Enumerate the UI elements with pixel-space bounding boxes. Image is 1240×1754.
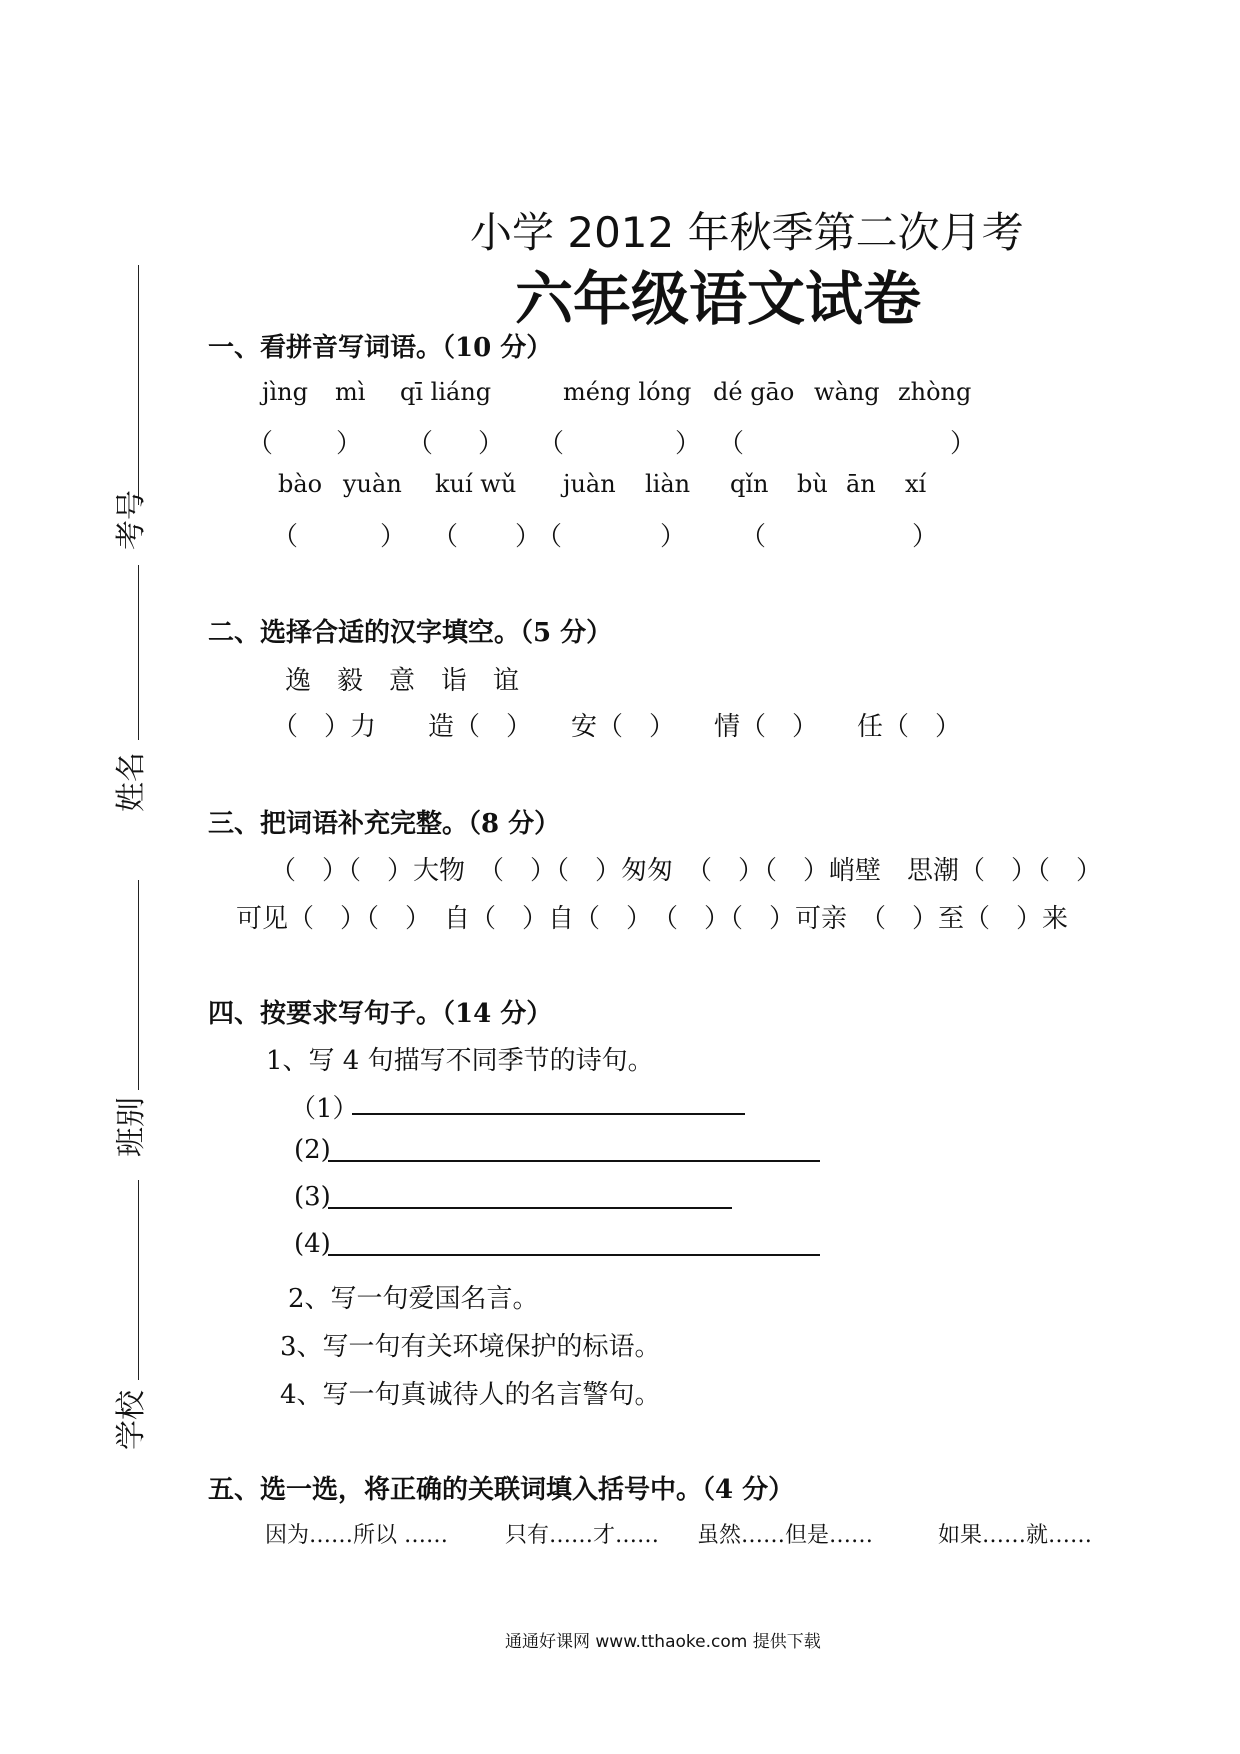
question-4-3: 3、写一句有关环境保护的标语。 bbox=[280, 1332, 661, 1362]
pinyin: dé gāo bbox=[713, 378, 795, 406]
close-paren: ） bbox=[912, 522, 939, 552]
blank-label-2: (2) bbox=[294, 1135, 331, 1165]
margin-line-school bbox=[138, 1180, 139, 1380]
answer-line-3[interactable] bbox=[328, 1207, 732, 1209]
close-paren: ） bbox=[660, 522, 687, 552]
close-paren: ） bbox=[515, 522, 542, 552]
fill-in-items: （ ）力 造（ ） 安（ ） 情（ ） 任（ ） bbox=[272, 712, 962, 742]
margin-label-exam-no: 考号 bbox=[114, 490, 149, 550]
section-4-heading: 四、按要求写句子。（14 分） bbox=[208, 999, 553, 1029]
question-4-2: 2、写一句爱国名言。 bbox=[288, 1284, 539, 1314]
pinyin: jìng bbox=[262, 378, 308, 406]
question-4-4: 4、写一句真诚待人的名言警句。 bbox=[280, 1380, 661, 1410]
margin-label-name: 姓名 bbox=[114, 752, 149, 812]
blank-label-3: (3) bbox=[294, 1182, 331, 1212]
pinyin: qī liáng bbox=[400, 378, 492, 406]
footer-source: 通通好课网 www.tthaoke.com 提供下载 bbox=[505, 1632, 821, 1652]
exam-title: 六年级语文试卷 bbox=[515, 265, 922, 333]
pinyin: ān bbox=[846, 470, 876, 498]
answer-line-4[interactable] bbox=[328, 1254, 820, 1256]
section-2-heading: 二、选择合适的汉字填空。（5 分） bbox=[208, 618, 613, 648]
open-paren: （ bbox=[272, 522, 299, 552]
pinyin: juàn bbox=[563, 470, 616, 498]
candidate-characters: 逸 毅 意 诣 谊 bbox=[285, 666, 520, 696]
margin-label-school: 学校 bbox=[114, 1390, 149, 1450]
open-paren: （ bbox=[718, 429, 745, 459]
blank-label-1: （1） bbox=[290, 1094, 359, 1124]
exam-subtitle: 小学 2012 年秋季第二次月考 bbox=[470, 208, 1024, 257]
close-paren: ） bbox=[950, 429, 977, 459]
pinyin: mì bbox=[335, 378, 366, 406]
close-paren: ） bbox=[675, 429, 702, 459]
margin-label-class: 班别 bbox=[114, 1097, 149, 1157]
idiom-line-1: （ ）（ ）大物 （ ）（ ）匆匆 （ ）（ ）峭壁 思潮（ ）（ ） bbox=[270, 856, 1103, 886]
pinyin: wàng bbox=[814, 378, 880, 406]
pinyin: yuàn bbox=[343, 470, 402, 498]
open-paren: （ bbox=[536, 522, 563, 552]
answer-line-2[interactable] bbox=[328, 1160, 820, 1162]
close-paren: ） bbox=[478, 429, 505, 459]
open-paren: （ bbox=[407, 429, 434, 459]
close-paren: ） bbox=[336, 429, 363, 459]
answer-line-1[interactable] bbox=[352, 1113, 745, 1115]
section-5-heading: 五、选一选，将正确的关联词填入括号中。（4 分） bbox=[208, 1475, 795, 1505]
pinyin: zhòng bbox=[898, 378, 972, 406]
open-paren: （ bbox=[538, 429, 565, 459]
close-paren: ） bbox=[380, 522, 407, 552]
pinyin: bào bbox=[278, 470, 323, 498]
margin-line-name bbox=[138, 565, 139, 740]
open-paren: （ bbox=[247, 429, 274, 459]
conjunction-option: 虽然……但是…… bbox=[697, 1523, 874, 1548]
blank-label-4: (4) bbox=[294, 1229, 331, 1259]
pinyin: xí bbox=[905, 470, 927, 498]
conjunction-option: 如果……就…… bbox=[938, 1523, 1093, 1548]
pinyin: kuí wǔ bbox=[435, 470, 517, 498]
section-1-heading: 一、看拼音写词语。（10 分） bbox=[208, 333, 553, 363]
open-paren: （ bbox=[740, 522, 767, 552]
margin-line-class bbox=[138, 880, 139, 1090]
question-4-1: 1、写 4 句描写不同季节的诗句。 bbox=[266, 1046, 654, 1076]
pinyin: méng lóng bbox=[563, 378, 692, 406]
section-3-heading: 三、把词语补充完整。（8 分） bbox=[208, 809, 561, 839]
conjunction-option: 因为……所以 …… bbox=[265, 1523, 448, 1548]
conjunction-option: 只有……才…… bbox=[505, 1523, 660, 1548]
pinyin: liàn bbox=[645, 470, 691, 498]
margin-line-exam-no bbox=[138, 265, 139, 505]
pinyin: bù bbox=[797, 470, 828, 498]
idiom-line-2: 可见（ ）（ ） 自（ ）自（ ） （ ）（ ）可亲 （ ）至（ ）来 bbox=[236, 904, 1069, 934]
pinyin: qǐn bbox=[730, 470, 769, 498]
open-paren: （ bbox=[432, 522, 459, 552]
